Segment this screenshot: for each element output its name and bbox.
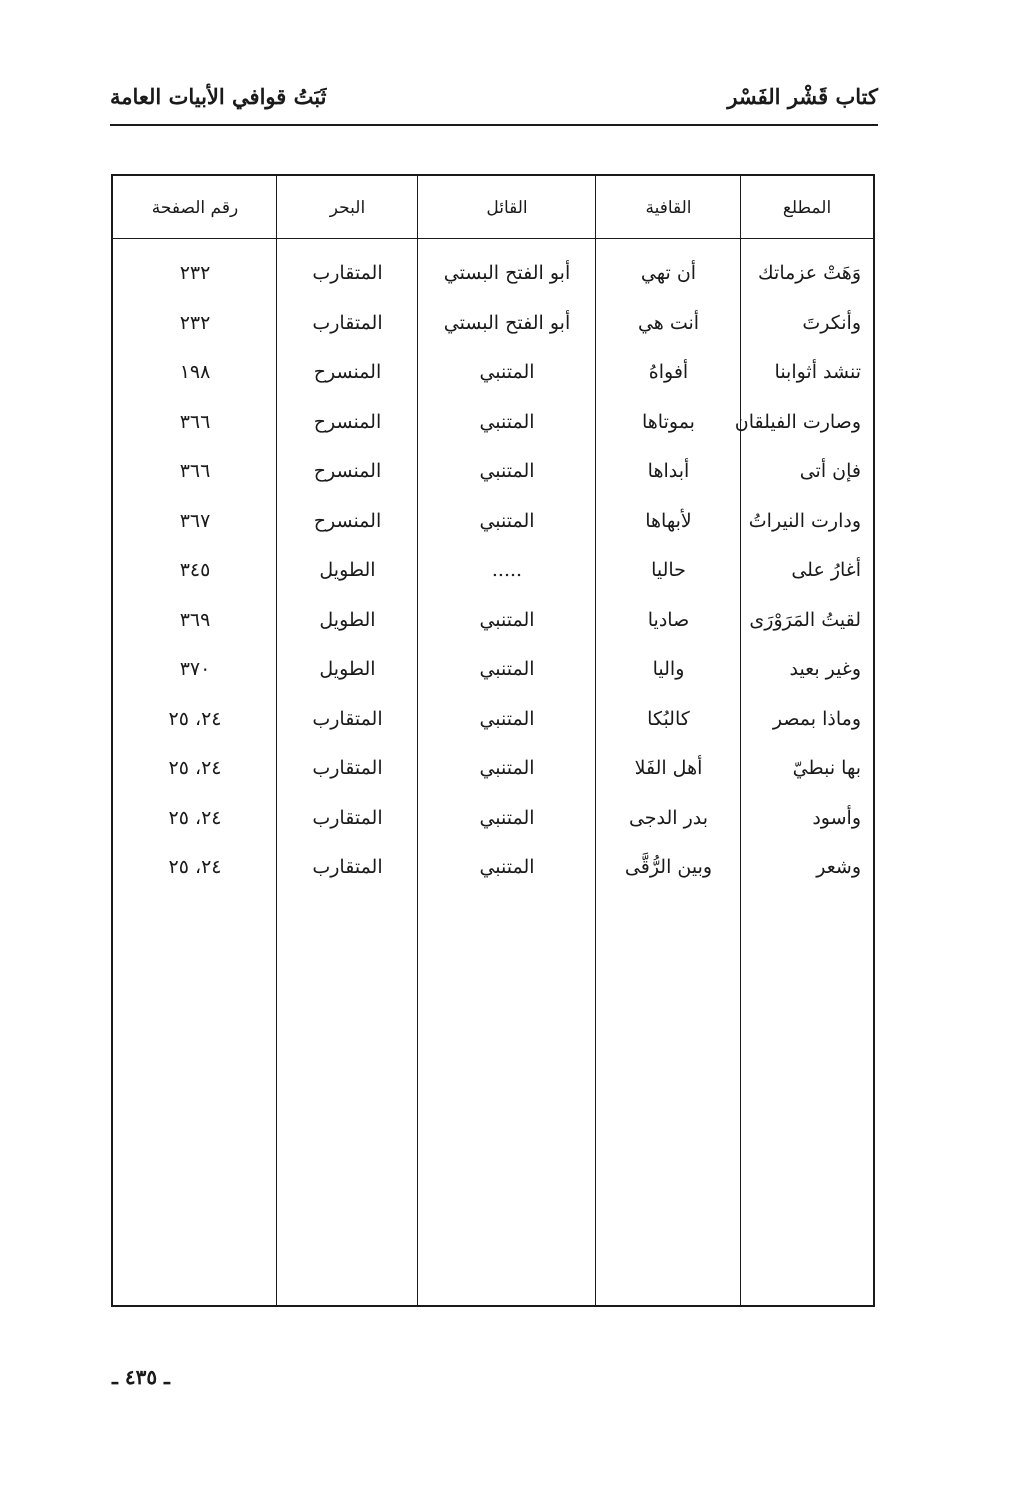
cell-opening: وأنكرتَ (802, 311, 861, 334)
cell-poet: ..... (491, 559, 523, 581)
cell-page: ٣٤٥ (179, 559, 211, 581)
cell-meter: المنسرح (313, 410, 382, 433)
table-row (113, 357, 873, 407)
rhymes-table (111, 174, 875, 1307)
cell-poet: المتنبي (479, 509, 535, 532)
cell-meter: المنسرح (313, 361, 382, 383)
cell-page: ٣٦٧ (179, 509, 211, 532)
cell-meter: المنسرح (313, 460, 382, 482)
table-row (113, 852, 873, 902)
column-header-meter: البحر (329, 198, 366, 218)
cell-page: ٢٣٢ (179, 262, 211, 284)
table-row (113, 506, 873, 556)
cell-page: ٢٣٢ (179, 311, 211, 334)
table-row (113, 407, 873, 457)
cell-rhyme: بدر الدجى (628, 806, 709, 829)
cell-meter: المتقارب (312, 262, 383, 284)
cell-opening: تنشد أثوابنا (774, 361, 861, 383)
cell-meter: المنسرح (313, 509, 382, 532)
table-row (113, 654, 873, 704)
cell-meter: المتقارب (312, 806, 383, 829)
table-row (113, 803, 873, 853)
running-header (110, 80, 878, 126)
cell-rhyme: حاليا (651, 559, 686, 581)
cell-rhyme: أن تهي (640, 262, 697, 284)
table-row (113, 258, 873, 308)
cell-rhyme: أهل الفَلا (634, 757, 703, 779)
cell-page: ٢٤، ٢٥ (168, 806, 222, 829)
cell-meter: المتقارب (312, 757, 383, 779)
cell-page: ٣٧٠ (179, 658, 211, 680)
cell-page: ٢٤، ٢٥ (168, 707, 222, 730)
cell-poet: المتنبي (479, 410, 535, 433)
column-header-rhyme: القافية (645, 198, 692, 218)
table-row (113, 308, 873, 358)
cell-rhyme: بموتاها (642, 410, 695, 433)
cell-meter: المتقارب (312, 707, 383, 730)
cell-meter: المتقارب (312, 856, 383, 878)
cell-meter: الطويل (319, 559, 376, 581)
cell-page: ٣٦٦ (179, 460, 211, 482)
cell-opening: أغارُ على (791, 559, 861, 581)
cell-rhyme: لأبهاها (645, 509, 692, 532)
cell-opening: وماذا بمصر (772, 707, 861, 730)
cell-poet: المتنبي (479, 806, 535, 829)
cell-rhyme: أنت هي (637, 311, 700, 334)
cell-opening: بها نبطيّ (792, 757, 861, 779)
cell-page: ٣٦٩ (179, 608, 211, 631)
section-title: ثَبَتُ قوافي الأبيات العامة (110, 84, 327, 109)
cell-poet: المتنبي (479, 460, 535, 482)
cell-poet: المتنبي (479, 361, 535, 383)
cell-meter: الطويل (319, 608, 376, 631)
cell-meter: المتقارب (312, 311, 383, 334)
cell-poet: المتنبي (479, 856, 535, 878)
cell-opening: فإن أتى (799, 460, 861, 482)
cell-rhyme: صاديا (647, 608, 690, 631)
cell-rhyme: واليا (652, 658, 685, 680)
cell-poet: المتنبي (479, 757, 535, 779)
cell-poet: المتنبي (479, 658, 535, 680)
table-body (113, 258, 873, 902)
cell-poet: المتنبي (479, 608, 535, 631)
table-row (113, 456, 873, 506)
book-title: كتاب قَشْر الفَسْر (727, 84, 878, 109)
cell-rhyme: وبين الرُّقَّى (624, 856, 713, 878)
page-number: ـ ٤٣٥ ـ (112, 1365, 170, 1389)
cell-meter: الطويل (319, 658, 376, 680)
cell-opening: وشعر (816, 856, 861, 878)
cell-opening: وصارت الفيلقان (734, 410, 861, 433)
cell-rhyme: كالبُكا (647, 707, 690, 730)
cell-rhyme: أفواهُ (648, 361, 689, 383)
table-row (113, 605, 873, 655)
cell-poet: المتنبي (479, 707, 535, 730)
cell-poet: أبو الفتح البستي (443, 262, 571, 284)
table-row (113, 753, 873, 803)
cell-poet: أبو الفتح البستي (443, 311, 571, 334)
header-divider (113, 238, 873, 239)
cell-opening: وَهَتْ عزماتك (758, 262, 861, 284)
table-row (113, 555, 873, 605)
cell-page: ٢٤، ٢٥ (168, 757, 222, 779)
cell-rhyme: أبداها (647, 460, 690, 482)
column-header-opening: المطلع (782, 198, 832, 218)
table-row (113, 704, 873, 754)
column-header-poet: القائل (486, 198, 528, 218)
cell-opening: لقيتُ المَرَوْرَى (749, 608, 861, 631)
cell-opening: وغير بعيد (789, 658, 861, 680)
column-header-page: رقم الصفحة (151, 198, 239, 218)
cell-opening: وأسود (812, 806, 861, 829)
cell-page: ٢٤، ٢٥ (168, 856, 222, 878)
cell-opening: ودارت النيراتُ (748, 509, 861, 532)
cell-page: ١٩٨ (179, 361, 211, 383)
cell-page: ٣٦٦ (179, 410, 211, 433)
